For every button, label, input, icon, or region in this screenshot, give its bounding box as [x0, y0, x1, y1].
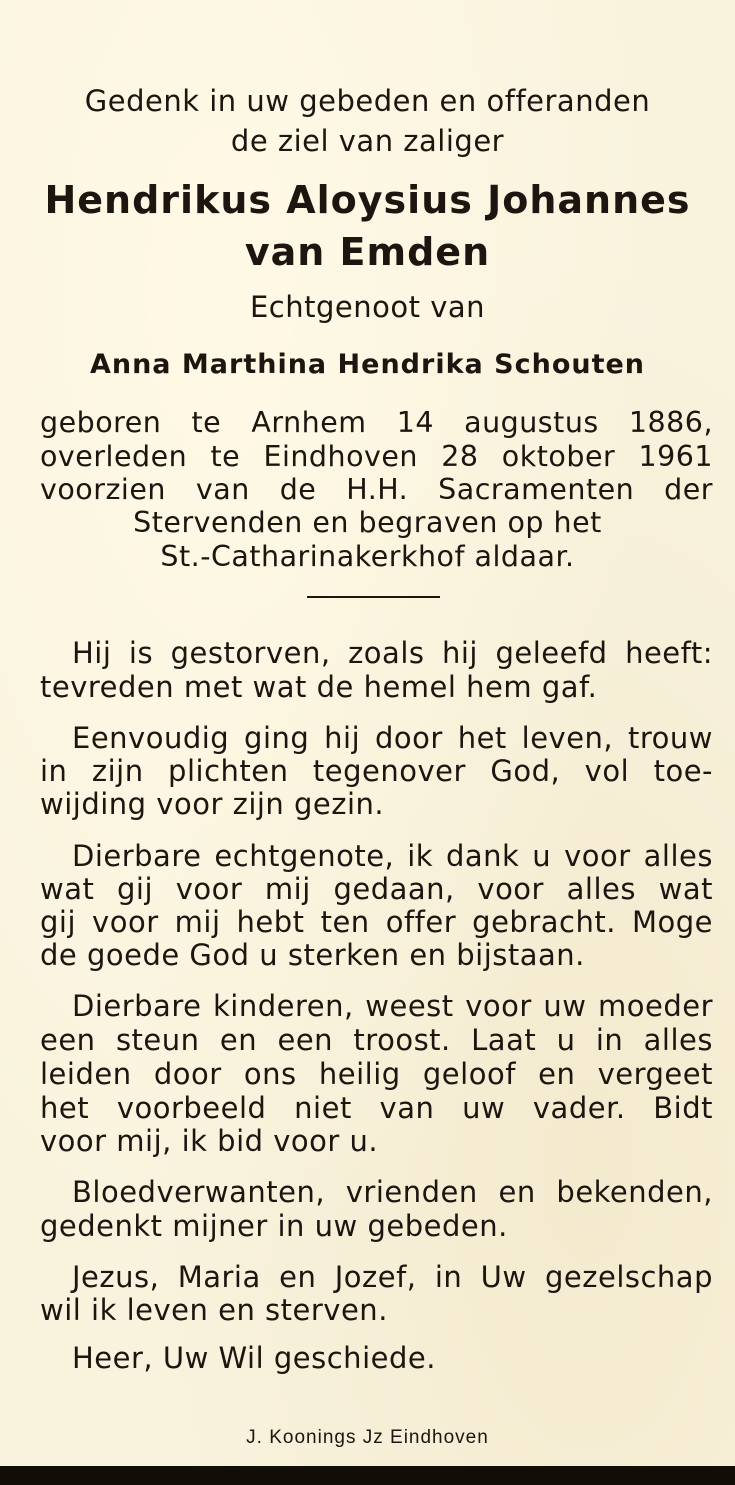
paragraph-1-line-1: Hij is gestorven, zoals hij geleefd heeft: [72, 636, 713, 670]
paragraph-1-line-2: tevreden met wat de hemel hem gaf. [40, 670, 598, 704]
bio-line-3: voorzien van de H.H. Sacramenten der [40, 473, 713, 506]
intro-line-1: Gedenk in uw gebeden en offeranden [84, 84, 651, 118]
bio-line-5: St.-Catharinakerkhof aldaar. [160, 540, 575, 573]
paragraph-2-line-3: wijding voor zijn gezin. [40, 787, 385, 821]
paragraph-3-line-4: de goede God u sterken en bijstaan. [40, 938, 585, 972]
bio-line-1: geboren te Arnhem 14 augustus 1886, [40, 406, 713, 439]
bio-line-2: overleden te Eindhoven 28 oktober 1961 [40, 440, 713, 473]
deceased-name-line-1: Hendrikus Aloysius Johannes [44, 178, 691, 222]
paragraph-2-line-2: in zijn plichten tegenover God, vol toe- [40, 754, 713, 788]
paragraph-3-line-2: wat gij voor mij gedaan, voor alles wat [40, 872, 713, 906]
paragraph-4-line-5: voor mij, ik bid voor u. [40, 1124, 379, 1158]
deceased-name-line-2: van Emden [244, 230, 491, 274]
bottom-border [0, 1466, 735, 1485]
paragraph-4-line-1: Dierbare kinderen, weest voor uw moeder [72, 989, 713, 1023]
paragraph-5-line-2: gedenkt mijner in uw gebeden. [40, 1209, 508, 1243]
bio-line-4: Stervenden en begraven op het [133, 506, 602, 539]
paragraph-7-line-1: Heer, Uw Wil geschiede. [72, 1341, 436, 1375]
paragraph-3-line-1: Dierbare echtgenote, ik dank u voor alles [72, 839, 713, 873]
spouse-label: Echtgenoot van [249, 290, 486, 324]
divider [307, 596, 440, 598]
paragraph-6-line-1: Jezus, Maria en Jozef, in Uw gezelschap [72, 1260, 713, 1294]
paragraph-4-line-4: het voorbeeld niet van uw vader. Bidt [40, 1091, 713, 1125]
paragraph-4-line-2: een steun en een troost. Laat u in alles [40, 1023, 713, 1057]
paragraph-3-line-3: gij voor mij hebt ten offer gebracht. Moge [40, 905, 713, 939]
paragraph-6-line-2: wil ik leven en sterven. [40, 1293, 388, 1327]
printer-credit: J. Koonings Jz Eindhoven [246, 1427, 489, 1448]
intro-line-2: de ziel van zaliger [230, 124, 505, 158]
paragraph-4-line-3: leiden door ons heilig geloof en vergeet [40, 1057, 713, 1091]
paragraph-5-line-1: Bloedverwanten, vrienden en bekenden, [72, 1175, 713, 1209]
spouse-name: Anna Marthina Hendrika Schouten [89, 349, 646, 380]
paragraph-2-line-1: Eenvoudig ging hij door het leven, trouw [72, 721, 713, 755]
